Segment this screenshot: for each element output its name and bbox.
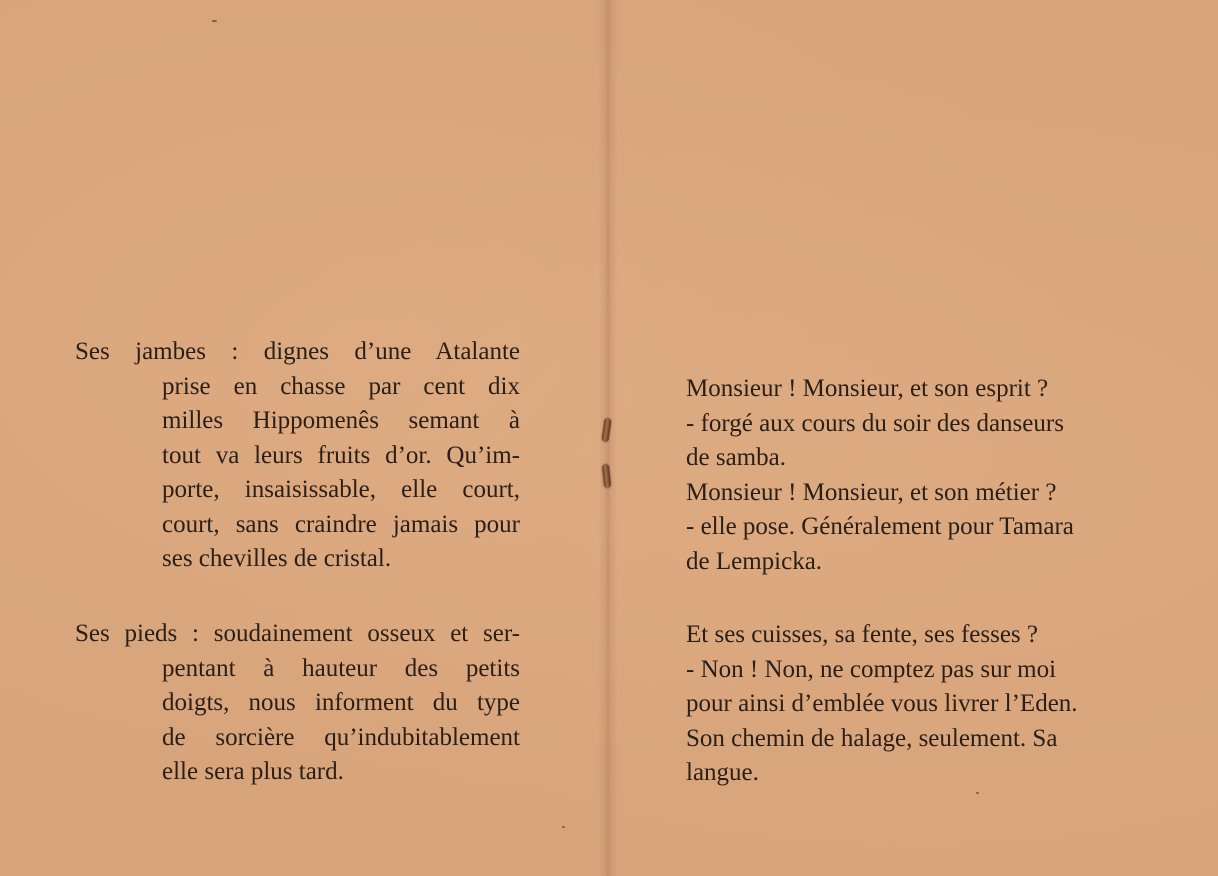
stanza-dialogue-1 — [686, 372, 1131, 579]
stanza-line: ses chevilles de cristal. — [162, 545, 392, 572]
stanza-line: prise en chasse par cent dix — [162, 372, 520, 400]
stanza-dialogue-2 — [686, 618, 1131, 791]
stanza-line: Monsieur ! Monsieur, et son esprit ? — [686, 375, 1049, 402]
stanza-line: doigts, nous informent du type — [162, 689, 520, 716]
stanza-line: Monsieur ! Monsieur, et son métier ? — [686, 478, 1057, 506]
stanza-line: pour ainsi d’emblée vous livrer l’Eden. — [686, 690, 1078, 717]
paper-speck — [562, 826, 565, 828]
stanza-line: pentant à hauteur des petits — [162, 654, 520, 682]
stanza-line: court, sans craindre jamais pour — [162, 510, 520, 538]
stanza-line: porte, insaisissable, elle court, — [162, 476, 520, 503]
stanza-line: tout va leurs fruits d’or. Qu’im- — [162, 441, 520, 469]
stanza-line: de Lempicka. — [686, 547, 823, 575]
stanza-line: Son chemin de halage, seulement. Sa — [686, 724, 1058, 752]
stanza-line: - Non ! Non, ne comptez pas sur moi — [686, 655, 1057, 683]
stanza-jambes — [75, 335, 520, 577]
stanza-line: de sorcière qu’indubitablement — [162, 723, 520, 751]
stanza-line: milles Hippomenês semant à — [162, 407, 520, 434]
stanza-pieds — [75, 617, 520, 790]
stanza-line: langue. — [686, 759, 759, 786]
stanza-line: de samba. — [686, 444, 786, 471]
stanza-line: - forgé aux cours du soir des danseurs — [686, 409, 1064, 437]
stanza-line: - elle pose. Généralement pour Tamara — [686, 513, 1074, 540]
paper-speck — [976, 792, 979, 794]
stanza-line: Ses pieds : soudainement osseux et ser- — [75, 620, 520, 647]
stanza-line: Et ses cuisses, sa fente, ses fesses ? — [686, 621, 1038, 648]
stanza-line: elle sera plus tard. — [162, 758, 344, 785]
stanza-line: Ses jambes : dignes d’une Atalante — [75, 338, 520, 365]
paper-speck — [212, 20, 217, 22]
